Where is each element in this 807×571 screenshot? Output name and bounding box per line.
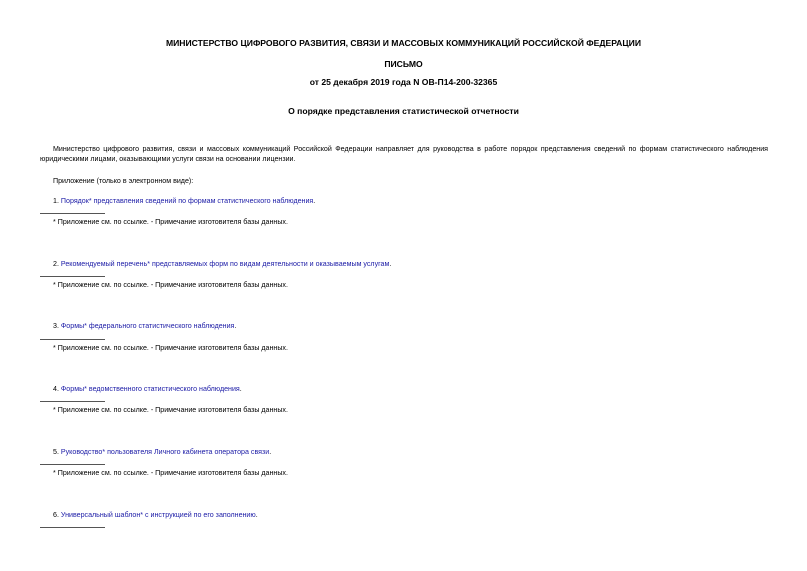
- footnote-divider: [40, 339, 105, 340]
- appendix-link-3[interactable]: Формы* федерального статистического наблюдения: [60, 322, 235, 330]
- item-number: 3.: [53, 322, 59, 330]
- footnote-divider: [40, 527, 105, 528]
- appendix-link-5[interactable]: Руководство* пользователя Личного кабинета оператора связи: [60, 448, 270, 456]
- item-number: 5.: [53, 448, 59, 456]
- appendix-label: Приложение (только в электронном виде):: [53, 177, 194, 185]
- appendix-item-5: [53, 448, 271, 456]
- appendix-link-2[interactable]: Рекомендуемый перечень* представляемых форм по видам деятельности и оказываемым услугам: [60, 260, 390, 268]
- footnote-divider: [40, 276, 105, 277]
- footnote-divider: [40, 401, 105, 402]
- document-number: от 25 декабря 2019 года N ОВ-П14-200-32365: [309, 77, 498, 87]
- document-subject: О порядке представления статистической отчетности: [288, 106, 519, 116]
- appendix-link-1[interactable]: Порядок* представления сведений по формам статистического наблюдения: [60, 197, 314, 205]
- footnote-3: * Приложение см. по ссылке. - Примечание изготовителя базы данных.: [53, 344, 288, 352]
- footnote-1: * Приложение см. по ссылке. - Примечание изготовителя базы данных.: [53, 218, 288, 226]
- appendix-link-6[interactable]: Универсальный шаблон* с инструкцией по его заполнению: [60, 511, 256, 519]
- item-tail: .: [313, 197, 316, 205]
- footnote-5: * Приложение см. по ссылке. - Примечание изготовителя базы данных.: [53, 469, 288, 477]
- item-tail: .: [239, 385, 242, 393]
- footnote-2: * Приложение см. по ссылке. - Примечание изготовителя базы данных.: [53, 281, 288, 289]
- appendix-item-4: [53, 385, 242, 393]
- item-tail: .: [269, 448, 272, 456]
- intro-paragraph: Министерство цифрового развития, связи и массовых коммуникаций Российской Федерации направляет для руководства в работе порядок представления сведений по формам статистического наблюдения юридическими лицами, оказывающими услуги связи на основании лицензии.: [40, 145, 768, 163]
- footnote-4: * Приложение см. по ссылке. - Примечание изготовителя базы данных.: [53, 406, 288, 414]
- appendix-link-4[interactable]: Формы* ведомственного статистического наблюдения: [60, 385, 240, 393]
- appendix-item-6: [53, 511, 258, 519]
- appendix-item-3: [53, 322, 236, 330]
- item-tail: .: [255, 511, 258, 519]
- appendix-item-2: [53, 260, 391, 268]
- document-type: ПИСЬМО: [384, 59, 423, 69]
- item-number: 2.: [53, 260, 59, 268]
- footnote-divider: [40, 464, 105, 465]
- item-tail: .: [234, 322, 237, 330]
- item-number: 1.: [53, 197, 59, 205]
- item-number: 6.: [53, 511, 59, 519]
- item-number: 4.: [53, 385, 59, 393]
- item-tail: .: [389, 260, 392, 268]
- ministry-heading: МИНИСТЕРСТВО ЦИФРОВОГО РАЗВИТИЯ, СВЯЗИ И МАССОВЫХ КОММУНИКАЦИЙ РОССИЙСКОЙ ФЕДЕРАЦИИ: [165, 38, 642, 48]
- appendix-item-1: [53, 197, 315, 205]
- footnote-divider: [40, 213, 105, 214]
